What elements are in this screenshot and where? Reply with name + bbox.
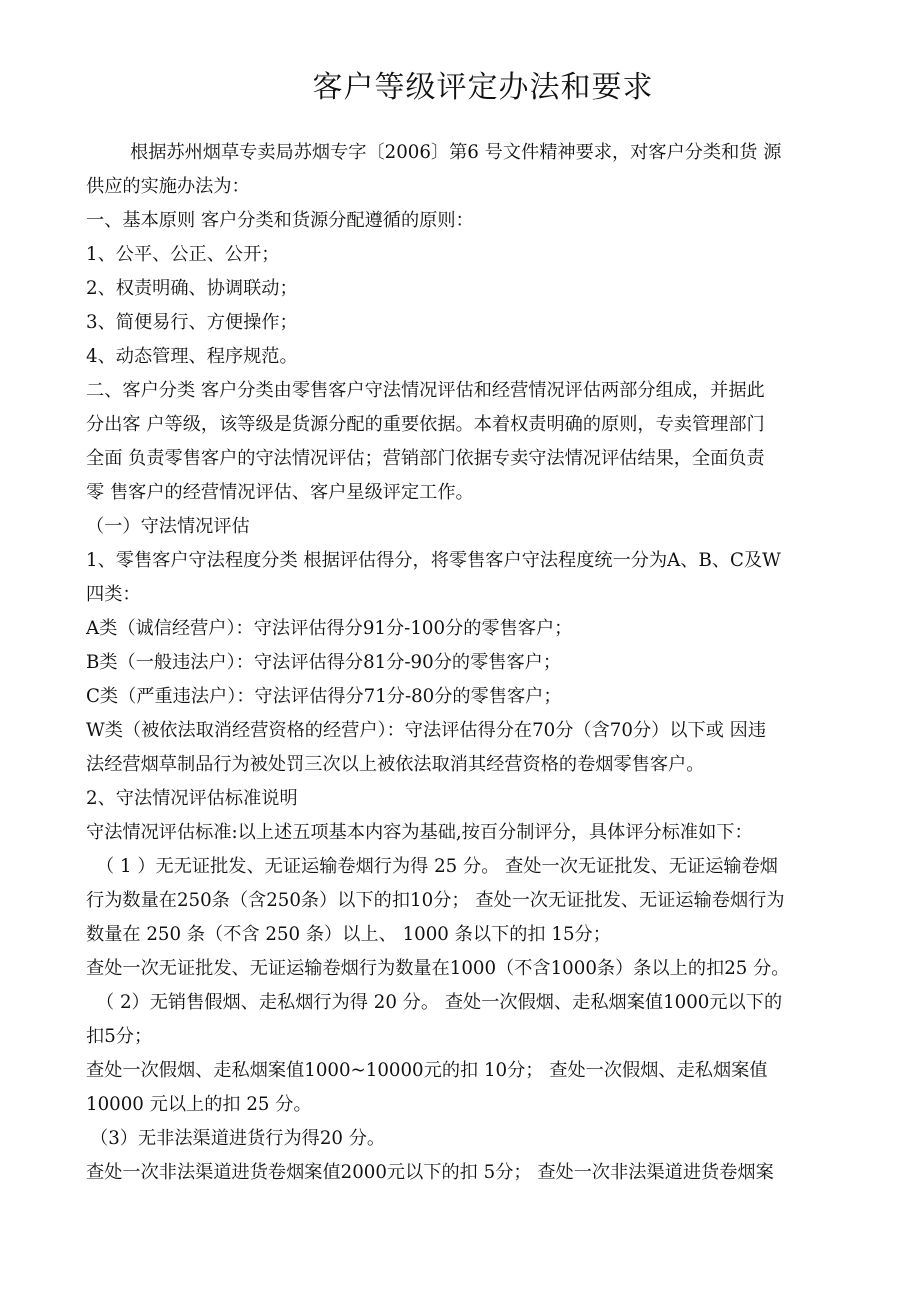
paragraph-line: 零 售客户的经营情况评估、客户星级评定工作。 <box>86 482 474 503</box>
list-item: A类（诚信经营户）：守法评估得分91分-100分的零售客户； <box>86 618 573 639</box>
list-item: 2、权责明确、协调联动； <box>86 278 298 299</box>
list-item: 1、公平、公正、公开； <box>86 244 280 265</box>
paragraph-line: 查处一次假烟、走私烟案值1000~10000元的扣 10分； 查处一次假烟、走私烟案值 <box>86 1060 768 1081</box>
paragraph-line: 查处一次非法渠道进货卷烟案值2000元以下的扣 5分； 查处一次非法渠道进货卷烟案 <box>86 1162 774 1183</box>
list-item: B类（一般违法户）：守法评估得分81分-90分的零售客户； <box>86 652 562 673</box>
paragraph-line: 法经营烟草制品行为被处罚三次以上被依法取消其经营资格的卷烟零售客户。 <box>86 754 705 775</box>
section-heading: 一、基本原则 客户分类和货源分配遵循的原则： <box>86 210 474 231</box>
subsection-heading: （一）守法情况评估 <box>86 516 250 537</box>
paragraph-line: 1、零售客户守法程度分类 根据评估得分，将零售客户守法程度统一分为A、B、C及W <box>86 550 781 571</box>
paragraph-line: 查处一次无证批发、无证运输卷烟行为数量在1000（不含1000条）条以上的扣25 分。 <box>86 958 790 979</box>
paragraph-line: 10000 元以上的扣 25 分。 <box>86 1094 312 1115</box>
list-item: 3、简便易行、方便操作； <box>86 312 298 333</box>
subsection-heading: 2、守法情况评估标准说明 <box>86 788 298 809</box>
paragraph-line: （ 2）无销售假烟、走私烟行为得 20 分。 查处一次假烟、走私烟案值1000元以下的 <box>96 992 783 1013</box>
paragraph-line: 根据苏州烟草专卖局苏烟专字〔2006〕第6 号文件精神要求，对客户分类和货 源 <box>130 142 782 163</box>
list-item: C类（严重违法户）：守法评估得分71分-80分的零售客户； <box>86 686 562 707</box>
paragraph-line: 供应的实施办法为： <box>86 176 250 197</box>
paragraph-line: 分出客 户等级，该等级是货源分配的重要依据。本着权责明确的原则，专卖管理部门 <box>86 414 765 435</box>
list-item: W类（被依法取消经营资格的经营户）：守法评估得分在70分（含70分）以下或 因违 <box>86 720 767 741</box>
paragraph-line: 守法情况评估标准:以上述五项基本内容为基础,按百分制评分，具体评分标准如下： <box>86 822 753 843</box>
document-title: 客户等级评定办法和要求 <box>312 70 654 105</box>
paragraph-line: 行为数量在250条（含250条）以下的扣10分； 查处一次无证批发、无证运输卷烟行为 <box>86 890 785 911</box>
list-item: 4、动态管理、程序规范。 <box>86 346 298 367</box>
section-heading: 二、客户分类 客户分类由零售客户守法情况评估和经营情况评估两部分组成，并据此 <box>86 380 765 401</box>
paragraph-line: 数量在 250 条（不含 250 条）以上、 1000 条以下的扣 15分； <box>86 924 611 945</box>
paragraph-line: （ 1 ）无无证批发、无证运输卷烟行为得 25 分。 查处一次无证批发、无证运输卷烟 <box>96 856 778 877</box>
paragraph-line: 全面 负责零售客户的守法情况评估；营销部门依据专卖守法情况评估结果，全面负责 <box>86 448 765 469</box>
paragraph-line: （3）无非法渠道进货行为得20 分。 <box>90 1128 386 1149</box>
paragraph-line: 四类： <box>86 584 141 605</box>
paragraph-line: 扣5分； <box>86 1026 153 1047</box>
